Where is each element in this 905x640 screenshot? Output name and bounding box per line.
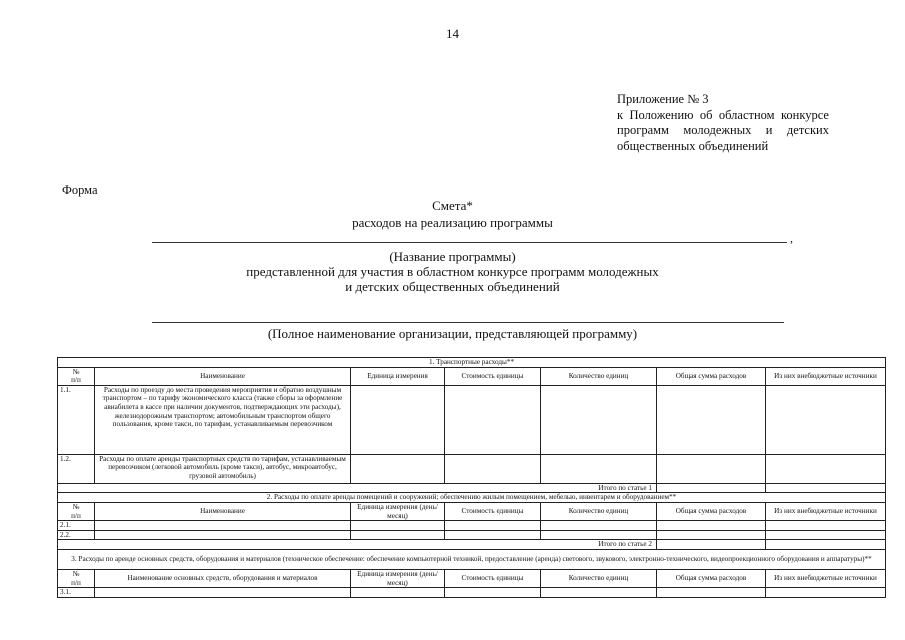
table-row — [58, 588, 886, 598]
empty-cell[interactable] — [766, 540, 886, 550]
empty-cell[interactable] — [351, 385, 445, 454]
empty-cell[interactable] — [541, 588, 657, 598]
empty-cell[interactable] — [766, 454, 886, 483]
document-subtitle: расходов на реализацию программы — [352, 215, 553, 230]
form-label: Форма — [62, 183, 98, 197]
column-header: Общая сумма расходов — [657, 569, 766, 587]
column-header: Из них внебюджетные источники — [766, 569, 886, 587]
empty-cell[interactable] — [657, 540, 766, 550]
annex-line: к Положению об областном конкурсе — [617, 107, 829, 122]
table-header-row — [58, 502, 886, 520]
annex-block — [617, 92, 829, 154]
empty-cell[interactable] — [351, 521, 445, 531]
page-number: 14 — [446, 26, 459, 41]
total-label: Итого по статье 1 — [58, 483, 657, 493]
column-header: Количество единиц — [541, 502, 657, 520]
empty-cell[interactable] — [95, 588, 351, 598]
row-number: 3.1. — [58, 588, 95, 598]
organization-line — [152, 322, 784, 323]
empty-cell[interactable] — [351, 530, 445, 540]
section-1-header — [58, 358, 886, 368]
column-header: Стоимость единицы — [445, 367, 541, 385]
total-row-2 — [58, 540, 886, 550]
column-header: Стоимость единицы — [445, 502, 541, 520]
empty-cell[interactable] — [351, 454, 445, 483]
organization-label: (Полное наименование организации, представляющей программу) — [267, 326, 638, 341]
column-header: Количество единиц — [541, 569, 657, 587]
empty-cell[interactable] — [95, 530, 351, 540]
presented-line-1: представленной для участия в областном конкурсе программ молодежных — [246, 264, 659, 279]
total-row-1 — [58, 483, 886, 493]
document-title: Смета* — [432, 198, 473, 213]
table-row — [58, 521, 886, 531]
row-number: 1.2. — [58, 454, 95, 483]
empty-cell[interactable] — [657, 530, 766, 540]
empty-cell[interactable] — [766, 530, 886, 540]
section-title: 2. Расходы по оплате аренды помещений и сооружений; обеспечению жилым помещением, мебелью, инвентарем и оборудованием** — [58, 493, 886, 503]
estimate-table — [57, 357, 886, 598]
column-header: № п/п — [58, 502, 95, 520]
table-row — [58, 385, 886, 454]
empty-cell[interactable] — [541, 454, 657, 483]
section-2-header — [58, 493, 886, 503]
column-header: Единица измерения (день/месяц) — [351, 502, 445, 520]
empty-cell[interactable] — [541, 530, 657, 540]
column-header: Общая сумма расходов — [657, 367, 766, 385]
empty-cell[interactable] — [445, 385, 541, 454]
table-header-row — [58, 569, 886, 587]
annex-line: общественных объединений — [617, 138, 769, 153]
section-3-header — [58, 549, 886, 569]
column-header: Единица измерения (день/месяц) — [351, 569, 445, 587]
empty-cell[interactable] — [445, 521, 541, 531]
total-label: Итого по статье 2 — [58, 540, 657, 550]
empty-cell[interactable] — [766, 521, 886, 531]
annex-line: программ молодежных и детских — [617, 123, 829, 137]
empty-cell[interactable] — [351, 588, 445, 598]
row-number: 1.1. — [58, 385, 95, 454]
empty-cell[interactable] — [657, 588, 766, 598]
column-header: № п/п — [58, 367, 95, 385]
row-number: 2.1. — [58, 521, 95, 531]
column-header: Из них внебюджетные источники — [766, 502, 886, 520]
column-header: Единица измерения — [351, 367, 445, 385]
line-comma: , — [790, 231, 793, 245]
program-name-label: (Название программы) — [389, 249, 516, 264]
annex-line: Приложение № 3 — [617, 92, 709, 106]
empty-cell[interactable] — [445, 454, 541, 483]
empty-cell[interactable] — [541, 385, 657, 454]
row-number: 2.2. — [58, 530, 95, 540]
empty-cell[interactable] — [657, 483, 766, 493]
column-header: Количество единиц — [541, 367, 657, 385]
empty-cell[interactable] — [445, 588, 541, 598]
section-title: 3. Расходы по аренде основных средств, оборудования и материалов (техническое обеспечение: обеспечение компьютерной техникой, предоставление (аренда) светового, звукового, электронно-технического, видеопроекционного оборудования и аппаратуры)** — [58, 549, 886, 569]
column-header: № п/п — [58, 569, 95, 587]
table-row — [58, 530, 886, 540]
presented-line-2: и детских общественных объединений — [345, 279, 560, 294]
section-title: 1. Транспортные расходы** — [58, 358, 886, 368]
empty-cell[interactable] — [657, 454, 766, 483]
column-header: Наименование — [95, 367, 351, 385]
column-header: Из них внебюджетные источники — [766, 367, 886, 385]
empty-cell[interactable] — [95, 521, 351, 531]
row-name: Расходы по проезду до места проведения мероприятия и обратно воздушным транспортом – по тарифу экономического класса (также сборы за оформление авиабилета в кассе при наличии документов, подтверждающих эти расходы), железнодорожным транспортом; автомобильным транспортом общего пользования, кроме такси, по тарифам, устанавливаемым перевозчиком — [95, 385, 351, 454]
program-name-line — [152, 242, 787, 243]
empty-cell[interactable] — [445, 530, 541, 540]
column-header: Наименование — [95, 502, 351, 520]
empty-cell[interactable] — [766, 385, 886, 454]
empty-cell[interactable] — [766, 483, 886, 493]
empty-cell[interactable] — [657, 385, 766, 454]
table-header-row — [58, 367, 886, 385]
row-name: Расходы по оплате аренды транспортных средств по тарифам, устанавливаемым перевозчиком (легковой автомобиль (кроме такси), автобус, микроавтобус, грузовой автомобиль) — [95, 454, 351, 483]
empty-cell[interactable] — [766, 588, 886, 598]
empty-cell[interactable] — [657, 521, 766, 531]
table-row — [58, 454, 886, 483]
column-header: Наименование основных средств, оборудования и материалов — [95, 569, 351, 587]
empty-cell[interactable] — [541, 521, 657, 531]
column-header: Общая сумма расходов — [657, 502, 766, 520]
column-header: Стоимость единицы — [445, 569, 541, 587]
